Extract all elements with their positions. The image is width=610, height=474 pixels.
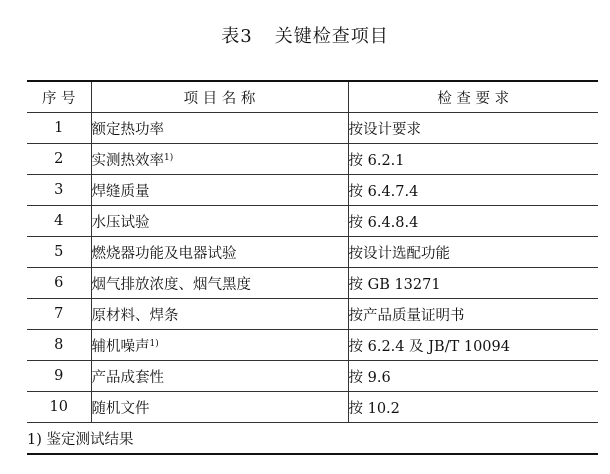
item-name-cell xyxy=(91,175,348,206)
item-requirement: 按设计选配功能 xyxy=(348,237,598,268)
table-row xyxy=(27,330,598,361)
item-name: 焊缝质量 xyxy=(91,183,150,200)
row-number: 7 xyxy=(27,299,91,330)
item-name: 产品成套性 xyxy=(91,369,164,386)
table-row xyxy=(27,299,598,330)
item-name-cell xyxy=(91,237,348,268)
item-name-cell xyxy=(91,206,348,237)
table-row xyxy=(27,144,598,175)
item-requirement: 按 GB 13271 xyxy=(348,268,598,299)
item-name: 实测热效率 xyxy=(91,152,164,169)
footnote-marker: 1) xyxy=(164,152,174,163)
item-name-cell xyxy=(91,144,348,175)
item-name: 水压试验 xyxy=(91,214,150,231)
row-number: 3 xyxy=(27,175,91,206)
table-title: 关键检查项目 xyxy=(274,26,389,47)
item-name: 燃烧器功能及电器试验 xyxy=(91,245,237,262)
header-no: 序 号 xyxy=(27,81,91,113)
footnote: 1) 鉴定测试结果 xyxy=(27,423,598,455)
item-requirement: 按 10.2 xyxy=(348,392,598,423)
item-name: 额定热功率 xyxy=(91,121,164,138)
item-requirement: 按产品质量证明书 xyxy=(348,299,598,330)
row-number: 5 xyxy=(27,237,91,268)
item-name: 烟气排放浓度、烟气黑度 xyxy=(91,276,251,293)
item-name-cell xyxy=(91,330,348,361)
header-row xyxy=(27,81,598,113)
item-requirement: 按 6.2.4 及 JB/T 10094 xyxy=(348,330,598,361)
table-caption xyxy=(0,22,610,48)
item-name-cell xyxy=(91,361,348,392)
item-requirement: 按 6.2.1 xyxy=(348,144,598,175)
item-name: 随机文件 xyxy=(91,400,150,417)
table-row xyxy=(27,392,598,423)
item-name: 辅机噪声 xyxy=(91,338,150,355)
table-number: 表3 xyxy=(221,26,253,47)
row-number: 9 xyxy=(27,361,91,392)
item-name-cell xyxy=(91,299,348,330)
table-row xyxy=(27,113,598,144)
table-row xyxy=(27,268,598,299)
header-requirement: 检 查 要 求 xyxy=(348,81,598,113)
item-name-cell xyxy=(91,392,348,423)
item-requirement: 按设计要求 xyxy=(348,113,598,144)
table-row xyxy=(27,237,598,268)
footnote-marker: 1) xyxy=(149,338,159,349)
item-name-cell xyxy=(91,268,348,299)
item-name-cell xyxy=(91,113,348,144)
item-name: 原材料、焊条 xyxy=(91,307,179,324)
row-number: 2 xyxy=(27,144,91,175)
row-number: 1 xyxy=(27,113,91,144)
row-number: 8 xyxy=(27,330,91,361)
header-name: 项 目 名 称 xyxy=(91,81,348,113)
inspection-table xyxy=(27,80,598,455)
row-number: 10 xyxy=(27,392,91,423)
table-row xyxy=(27,361,598,392)
row-number: 6 xyxy=(27,268,91,299)
footnote-row xyxy=(27,423,598,455)
row-number: 4 xyxy=(27,206,91,237)
item-requirement: 按 9.6 xyxy=(348,361,598,392)
table-body xyxy=(27,113,598,423)
item-requirement: 按 6.4.8.4 xyxy=(348,206,598,237)
item-requirement: 按 6.4.7.4 xyxy=(348,175,598,206)
table-row xyxy=(27,206,598,237)
table-row xyxy=(27,175,598,206)
